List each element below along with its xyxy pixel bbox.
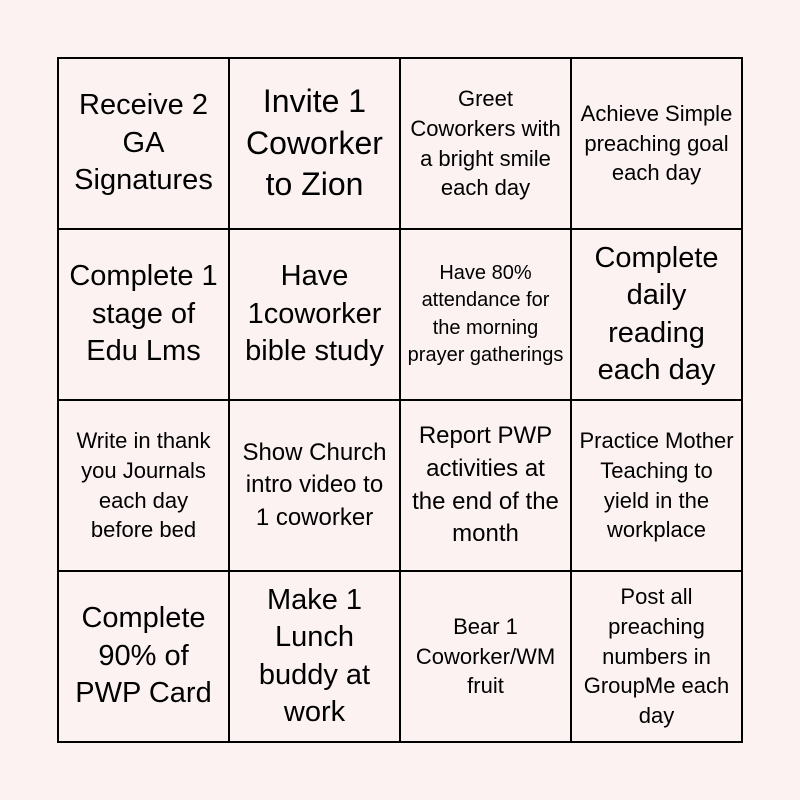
bingo-cell[interactable] <box>572 59 743 230</box>
bingo-cell-text: Complete 1 stage of Edu Lms <box>69 260 218 368</box>
bingo-cell[interactable] <box>572 401 743 572</box>
bingo-cell-text: Practice Mother Teaching to yield in the workplace <box>579 427 734 543</box>
bingo-cell[interactable] <box>59 230 230 401</box>
bingo-cell-text: Report PWP activities at the end of the month <box>412 422 559 548</box>
bingo-cell-text: Receive 2 GA Signatures <box>74 89 213 197</box>
bingo-cell-text: Complete 90% of PWP Card <box>75 602 212 710</box>
bingo-cell[interactable] <box>572 230 743 401</box>
bingo-cell[interactable] <box>59 401 230 572</box>
bingo-cell[interactable] <box>230 59 401 230</box>
bingo-cell[interactable] <box>230 401 401 572</box>
bingo-cell-text: Have 1coworker bible study <box>245 260 384 368</box>
bingo-cell-text: Make 1 Lunch buddy at work <box>258 583 371 728</box>
bingo-cell-text: Write in thank you Journals each day before bed <box>76 427 211 543</box>
bingo-cell[interactable] <box>401 572 572 743</box>
bingo-board <box>57 57 743 743</box>
bingo-cell-text: Greet Coworkers with a bright smile each day <box>410 85 561 201</box>
bingo-cell[interactable] <box>401 401 572 572</box>
bingo-cell-text: Post all preaching numbers in GroupMe each day <box>583 583 730 729</box>
bingo-cell[interactable] <box>59 572 230 743</box>
bingo-cell-text: Achieve Simple preaching goal each day <box>580 100 733 186</box>
bingo-cell[interactable] <box>59 59 230 230</box>
bingo-cell-text: Complete daily reading each day <box>594 241 719 386</box>
bingo-cell[interactable] <box>401 59 572 230</box>
bingo-cell[interactable] <box>572 572 743 743</box>
bingo-cell[interactable] <box>401 230 572 401</box>
bingo-cell-text: Have 80% attendance for the morning prayer gatherings <box>407 261 564 366</box>
bingo-cell-text: Bear 1 Coworker/WM fruit <box>415 613 556 699</box>
bingo-cell[interactable] <box>230 230 401 401</box>
bingo-cell-text: Show Church intro video to 1 coworker <box>242 438 387 531</box>
bingo-cell[interactable] <box>230 572 401 743</box>
bingo-cell-text: Invite 1 Coworker to Zion <box>246 82 383 203</box>
